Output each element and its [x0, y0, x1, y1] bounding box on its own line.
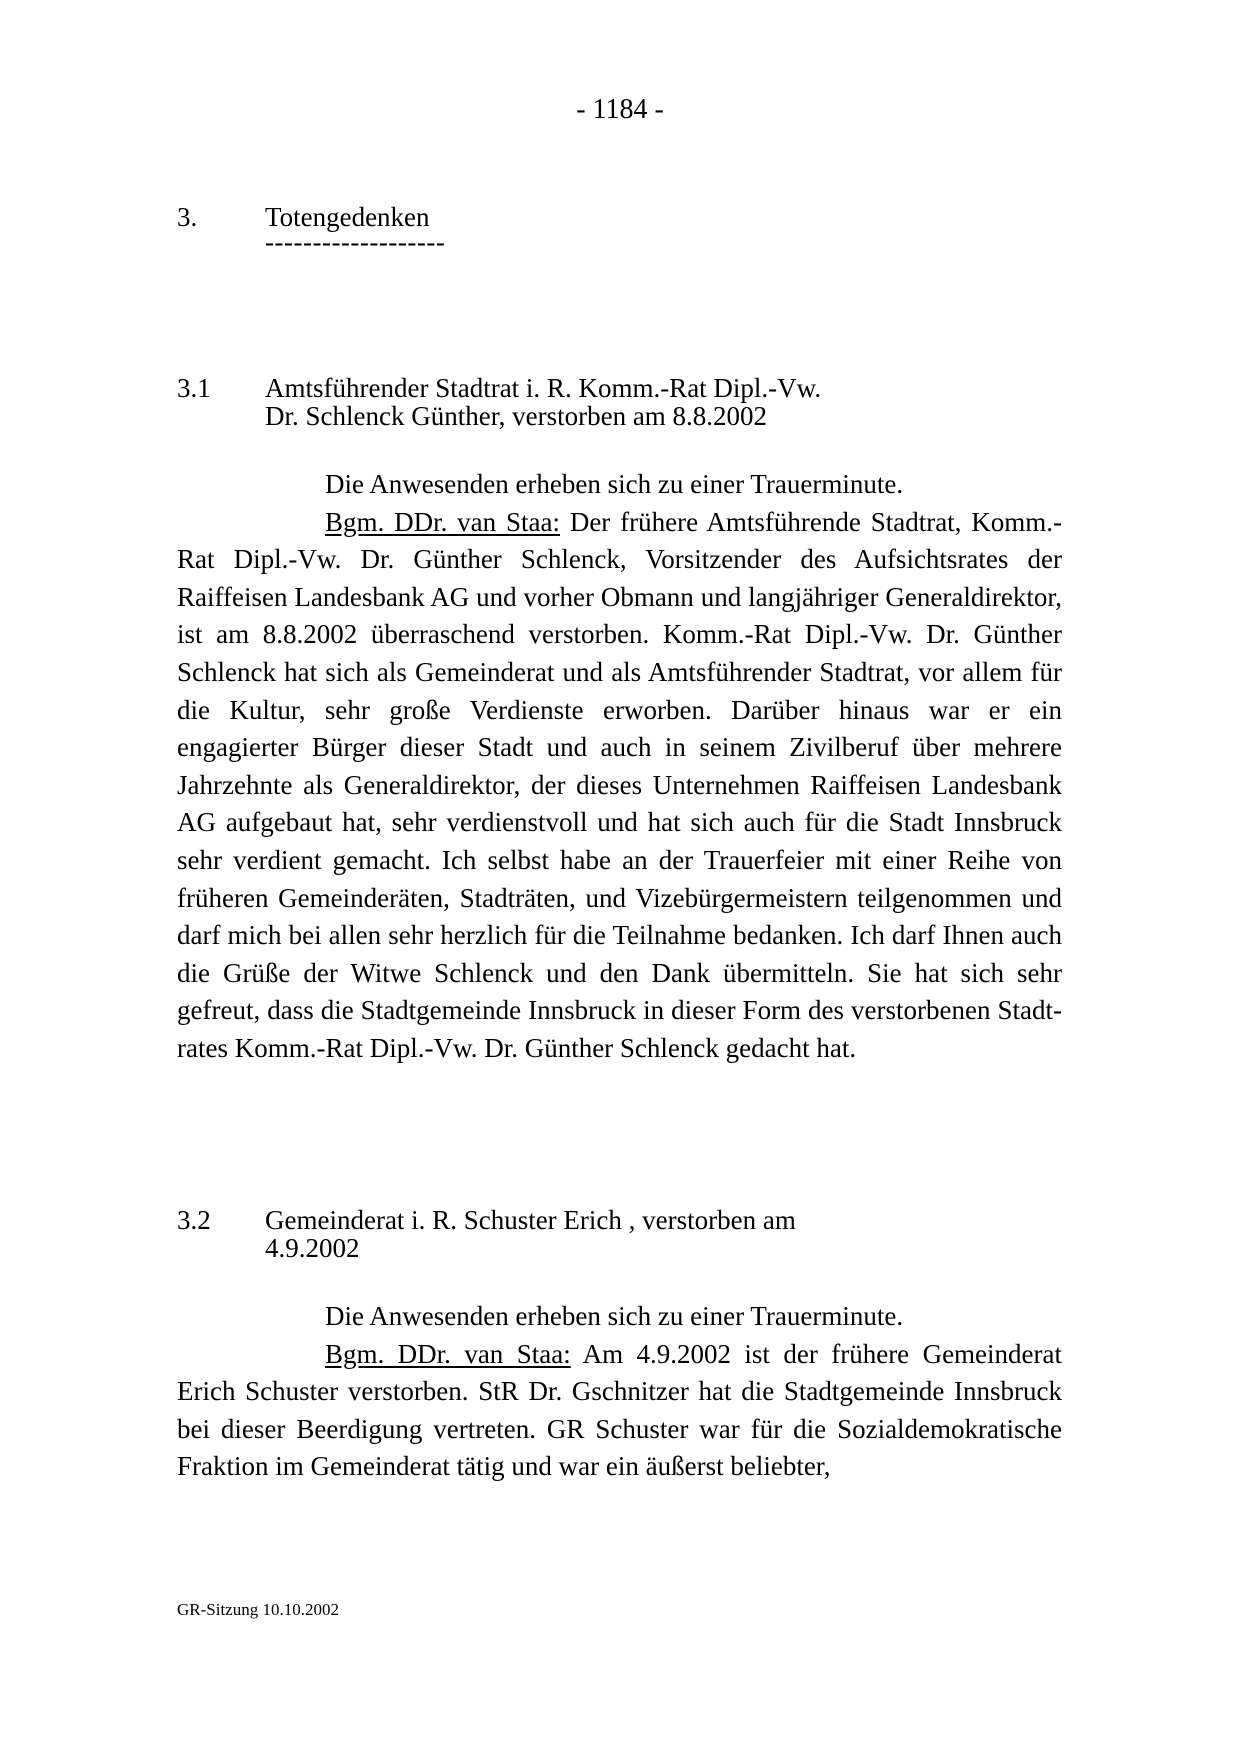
item-title-line-1: Gemeinderat i. R. Schuster Erich , verstorben am [265, 1205, 796, 1235]
intro-sentence: Die Anwesenden erheben sich zu einer Trauerminute. [325, 469, 904, 499]
speech-text: Der frühere Amtsführende Stadtrat, Komm.-Rat Dipl.-Vw. Dr. Günther Schlenck, Vorsitzender des Aufsichtsrates der Raiffeisen Landesbank AG und vorher Obmann und langjähriger Generaldirektor, ist am 8.8.2002 überraschend verstorben. Komm.-Rat Dipl.-Vw. Dr. Günther Schlenck hat sich als Gemeinderat und als Amtsführender Stadtrat, vor allem für die Kultur, sehr große Verdienste erworben. Darüber hinaus war er ein engagierter Bürger dieser Stadt und auch in seinem Zivilberuf über mehrere Jahrzehnte als Generaldirektor, der dieses Unternehmen Raiffeisen Landesbank AG aufgebaut hat, sehr verdienstvoll und hat sich auch für die Stadt Innsbruck sehr verdient gemacht. Ich selbst habe an der Trauerfeier mit einer Reihe von früheren Gemeinderäten, Stadträten, und Vizebürgermeistern teilgenommen und darf mich bei allen sehr herzlich für die Teilnahme bedanken. Ich darf Ihnen auch die Grüße der Witwe Schlenck und den Dank übermitteln. Sie hat sich sehr gefreut, dass die Stadtgemeinde Innsbruck in dieser Form des verstorbenen Stadtrates Komm.-Rat Dipl.-Vw. Dr. Günther Schlenck gedacht hat. [177, 506, 1063, 1063]
item-title [265, 1206, 796, 1262]
section-title-underline: ------------------- [265, 227, 446, 257]
speech-paragraph [177, 1336, 1062, 1486]
item-number: 3.2 [177, 1205, 211, 1235]
item-title [265, 374, 821, 430]
item-title-line-2: 4.9.2002 [265, 1233, 360, 1263]
item-body-3-1 [177, 466, 1062, 1068]
page-number: - 1184 - [576, 94, 664, 125]
speech-text: Am 4.9.2002 ist der frühere Gemeinderat Erich Schuster verstorben. StR Dr. Gschnitzer hat die Stadtgemeinde Innsbruck bei dieser Beerdigung vertreten. GR Schuster war für die Sozialdemokratische Fraktion im Gemeinderat tätig und war ein äußerst beliebter, [177, 1338, 1062, 1482]
section-title: Totengedenken [265, 202, 430, 232]
speaker-name: Bgm. DDr. van Staa: [325, 506, 560, 537]
item-body-3-2 [177, 1298, 1062, 1486]
intro-sentence: Die Anwesenden erheben sich zu einer Trauerminute. [325, 1301, 904, 1331]
speech-paragraph [177, 504, 1062, 1068]
item-number: 3.1 [177, 373, 211, 403]
item-title-line-2: Dr. Schlenck Günther, verstorben am 8.8.2002 [265, 401, 768, 431]
section-title-block [265, 202, 446, 257]
speaker-name: Bgm. DDr. van Staa: [325, 1338, 571, 1369]
section-number: 3. [177, 202, 198, 232]
item-title-line-1: Amtsführender Stadtrat i. R. Komm.-Rat Dipl.-Vw. [265, 373, 822, 403]
page-footer: GR-Sitzung 10.10.2002 [177, 1600, 339, 1619]
